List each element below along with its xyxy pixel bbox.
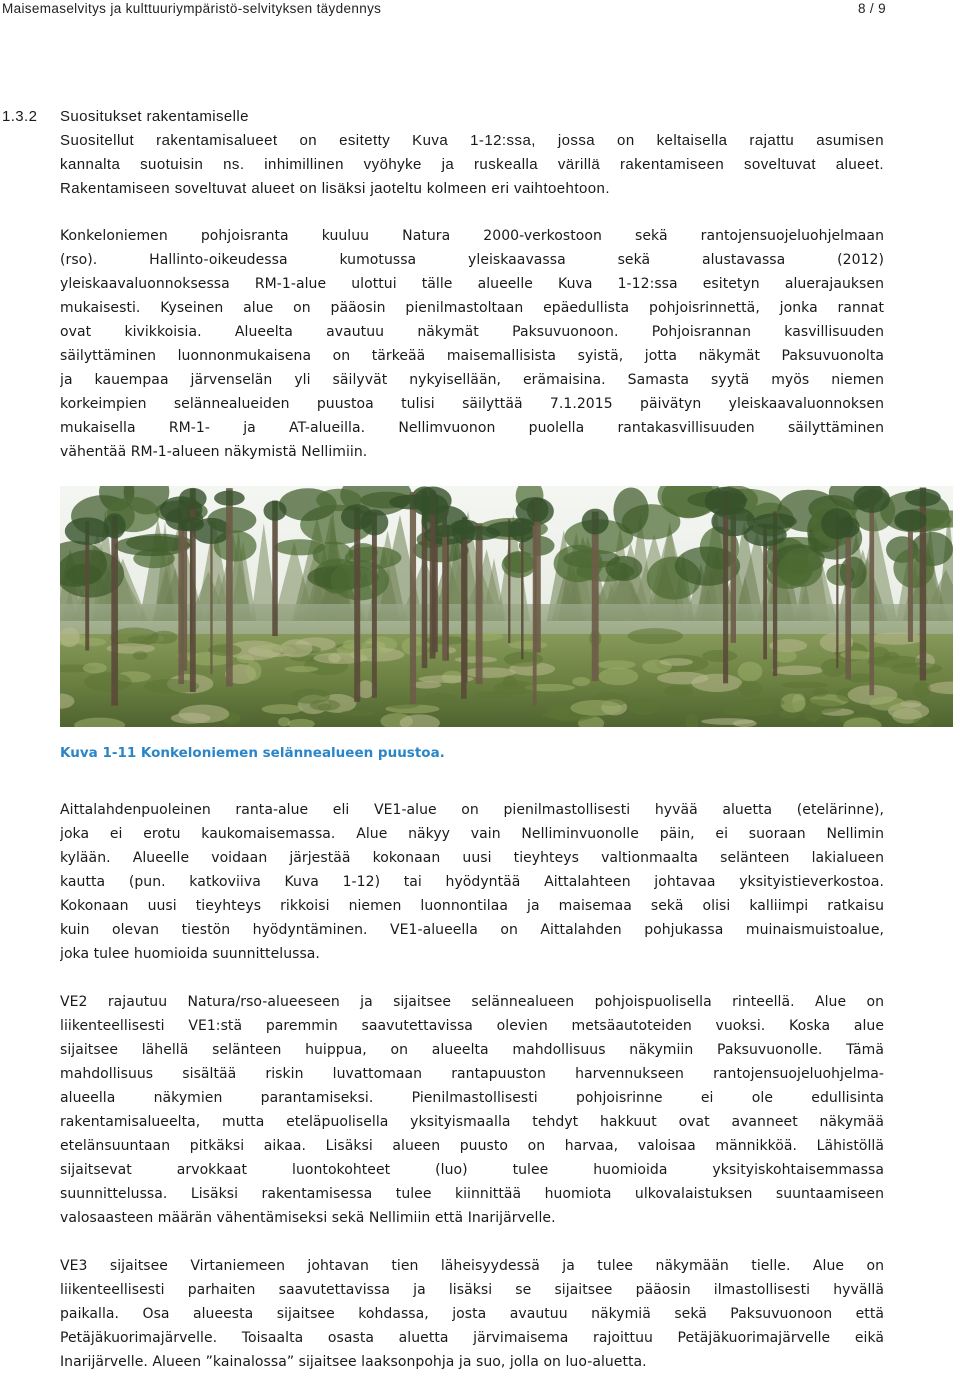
text-line: yleiskaavaluonnoksessa RM-1-alue ulottui tälle alueelle Kuva 1-12:ssa esitetyn aluerajauksen [60, 276, 884, 292]
text-line: kuin olevan tiestön hyödyntäminen. VE1-alueella on Aittalahden pohjukassa muinaismuistoalue, [60, 922, 884, 938]
text-line: alueella näkymien parantamiseksi. Pienilmastollisesti pohjoisrinne ei ole edullisinta [60, 1090, 884, 1106]
text-line: VE2 rajautuu Natura/rso-alueeseen ja sijaitsee selännealueen pohjoispuolisella rinteellä. Alue on [60, 994, 884, 1010]
text-line: valosaasteen määrän vähentämiseksi sekä Nellimiin että Inarijärvelle. [60, 1210, 556, 1226]
text-line: paikalla. Osa alueesta sijaitsee kohdassa, josta avautuu näkymiä sekä Paksuvuonoon että [60, 1306, 884, 1322]
text-line: mukaisesti. Kyseinen alue on pääosin pienilmastoltaan epäedullista pohjoisrinnettä, jonka rannat [60, 300, 884, 316]
text-line: liikenteellisesti parhaiten saavutettavissa ja lisäksi se sijaitsee pääosin ilmastollisesti hyvällä [60, 1282, 884, 1298]
text-line: joka ei erotu kaukomaisemassa. Alue näkyy vain Nelliminvuonolle päin, ei suoraan Nellimin [60, 826, 884, 842]
forest-photo [60, 486, 953, 727]
text-line: kannalta suotuisin ns. inhimillinen vyöhyke ja ruskealla värillä rakentamiseen soveltuvat alueet. [60, 156, 884, 173]
text-line: Petäjäkuorimajärvelle. Toisaalta osasta aluetta järvimaisema rajoittuu Petäjäkuorimajärvelle eikä [60, 1330, 884, 1346]
text-line: korkeimpien selännealueiden puustoa tulisi säilyttää 7.1.2015 päivätyn yleiskaavaluonnoksen [60, 396, 884, 412]
paragraph-ve3 [60, 1254, 884, 1374]
text-line: suunnittelussa. Lisäksi rakentamisessa tulee kiinnittää huomiota ulkovalaistuksen suuntaamiseen [60, 1186, 884, 1202]
text-line: (rso). Hallinto-oikeudessa kumotussa yleiskaavassa sekä alustavassa (2012) [60, 252, 884, 268]
text-line: Rakentamiseen soveltuvat alueet on lisäksi jaoteltu kolmeen eri vaihtoehtoon. [60, 180, 610, 197]
paragraph-ve2 [60, 990, 884, 1230]
figure-caption: Kuva 1-11 Konkeloniemen selännealueen puustoa. [60, 745, 445, 761]
text-line: Konkeloniemen pohjoisranta kuuluu Natura 2000-verkostoon sekä rantojensuojeluohjelmaan [60, 228, 884, 244]
text-line: Inarijärvelle. Alueen ”kainalossa” sijaitsee laaksonpohja ja suo, jolla on luo-aluetta. [60, 1354, 647, 1370]
section-heading: Suositukset rakentamiselle [60, 108, 249, 125]
text-line: säilyttäminen luonnonmukaisena on tärkeää maisemallisista syistä, jotta näkymät Paksuvuonolta [60, 348, 884, 364]
paragraph-konkeloniemi [60, 224, 884, 464]
text-line: rakentamisalueelta, mutta eteläpuolisella yksityismaalla tehdyt hakkuut ovat avanneet näkymää [60, 1114, 884, 1130]
text-line: mahdollisuus sisältää riskin luvattomaan rantapuuston harvennukseen rantojensuojeluohjelma- [60, 1066, 884, 1082]
text-line: Suositellut rakentamisalueet on esitetty Kuva 1-12:ssa, jossa on keltaisella rajattu asumisen [60, 132, 884, 149]
page-header [2, 0, 886, 18]
text-line: liikenteellisesti VE1:stä paremmin saavutettavissa olevien metsäautoteiden vuoksi. Koska alue [60, 1018, 884, 1034]
intro-paragraph [60, 129, 884, 201]
text-line: sijaitsee lähellä selänteen huippua, on alueelta mahdollisuus näkymiin Paksuvuonolle. Tämä [60, 1042, 884, 1058]
text-line: kautta (pun. katkoviiva Kuva 1-12) tai hyödyntää Aittalahteen johtavaa yksityistieverkostoa. [60, 874, 884, 890]
text-line: joka tulee huomioida suunnittelussa. [60, 946, 320, 962]
text-line: sijaitsevat arvokkaat luontokohteet (luo) tulee huomioida yksityiskohtaisemmassa [60, 1162, 884, 1178]
text-line: Aittalahdenpuoleinen ranta-alue eli VE1-alue on pienilmastollisesti hyvää aluetta (etelärinne), [60, 802, 884, 818]
text-line: Kokonaan uusi tieyhteys rikkoisi niemen luonnontilaa ja maisemaa sekä olisi kalliimpi ratkaisu [60, 898, 884, 914]
section-number: 1.3.2 [2, 108, 38, 125]
text-line: kylään. Alueelle voidaan järjestää kokonaan uusi tieyhteys valtionmaalta selänteen lakialueen [60, 850, 884, 866]
document-title: Maisemaselvitys ja kulttuuriympäristö-selvityksen täydennys [2, 1, 382, 16]
paragraph-ve1 [60, 798, 884, 966]
text-line: etelänsuuntaan pitkäksi aikaa. Lisäksi alueen puusto on harvaa, valoisaa männikköä. Lähistöllä [60, 1138, 884, 1154]
text-line: VE3 sijaitsee Virtaniemeen johtavan tien läheisyydessä ja tulee näkymään tielle. Alue on [60, 1258, 884, 1274]
page-number: 8 / 9 [857, 1, 886, 16]
text-line: mukaisella RM-1- ja AT-alueilla. Nellimvuonon puolella rantakasvillisuuden säilyttäminen [60, 420, 884, 436]
text-line: ovat kivikkoisia. Alueelta avautuu näkymät Paksuvuonoon. Pohjoisrannan kasvillisuuden [60, 324, 884, 340]
text-line: ja kauempaa järvenselän yli säilyvät nykyisellään, erämaisina. Samasta syytä myös niemen [60, 372, 884, 388]
text-line: vähentää RM-1-alueen näkymistä Nellimiin. [60, 444, 368, 460]
